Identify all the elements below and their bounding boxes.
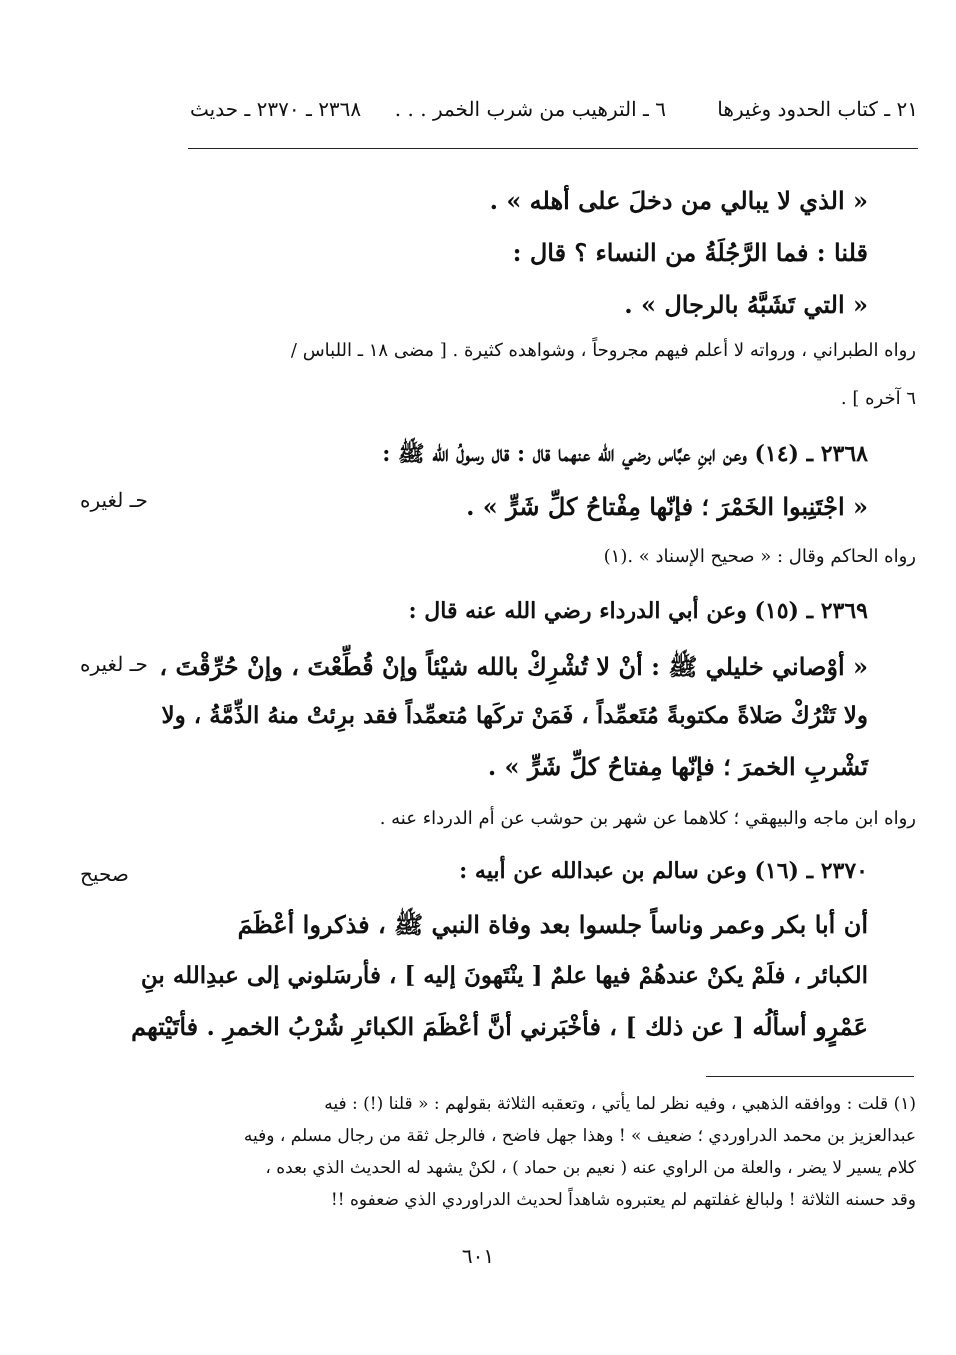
source-line: ٦ آخره ] . — [840, 388, 916, 409]
grade-2369: حـ لغيره — [80, 652, 148, 676]
header-rule — [188, 148, 918, 149]
footnote-line: وقد حسنه الثلاثة ! ولبالغ غفلتهم لم يعتبروه شاهداً لحديث الدراوردي الذي ضعفوه !! — [330, 1190, 916, 1210]
text-line: عَمْرٍو أسألُه [ عن ذلك ] ، فأخْبَرني أنَّ أعْظَمَ الكبائرِ شُرْبُ الخمرِ . فأتَيْتهم — [131, 1012, 868, 1041]
hadith-heading-2370: ٢٣٧٠ ـ (١٦) وعن سالم بن عبدالله عن أبيه : — [459, 858, 868, 884]
hadith-heading-2368: ٢٣٦٨ ـ (١٤) وعن ابنِ عبَّاس رضي الله عنهما قال : قال رسولُ الله ﷺ : — [382, 441, 868, 467]
hadith-heading-2369: ٢٣٦٩ ـ (١٥) وعن أبي الدرداء رضي الله عنه قال : — [408, 598, 868, 624]
text-line: « التي تَشَبَّهُ بالرجال » . — [624, 290, 868, 319]
grade-2370: صحيح — [80, 862, 129, 886]
text-line: أن أبا بكر وعمر وناساً جلسوا بعد وفاة النبي ﷺ ، فذكروا أعْظَمَ — [237, 910, 868, 939]
footnote-line: كلام يسير لا يضر ، والعلة من الراوي عنه ( نعيم بن حماد ) ، لكنْ يشهد له الحديث الذي بعده ، — [265, 1158, 916, 1178]
footnote-rule — [706, 1076, 914, 1077]
header-section: ٦ ـ الترهيب من شرب الخمر . . . — [394, 97, 666, 121]
grade-2368: حـ لغيره — [80, 488, 148, 512]
text-line: « اجْتَنِبوا الخَمْرَ ؛ فإنّها مِفْتاحُ كلِّ شَرٍّ » . — [466, 492, 868, 521]
text-line: الكبائر ، فلَمْ يكنْ عندهُمْ فيها علمٌ [ ينْتَهونَ إليه ] ، فأرسَلوني إلى عبدِالله بنِ — [140, 962, 868, 989]
text-line: تَشْربِ الخمرَ ؛ فإنّها مِفتاحُ كلِّ شَرٍّ » . — [487, 752, 868, 781]
text-line: ولا تَتْرُكْ صَلاةً مكتوبةً مُتَعمِّداً ، فَمَنْ تركَها مُتعمِّداً فقد برِئتْ منهُ الذِّمَّةُ ، ولا — [161, 702, 868, 729]
text-line: « الذي لا يبالي من دخلَ على أهله » . — [489, 186, 868, 215]
text-line: قلنا : فما الرَّجُلَةُ من النساء ؟ قال : — [512, 238, 868, 267]
source-line: رواه الحاكم وقال : « صحيح الإسناد » .(١) — [603, 546, 916, 567]
text-line: « أوْصاني خليلي ﷺ : أنْ لا تُشْرِكْ بالله شيْئاً وإنْ قُطِّعْتَ ، وإنْ حُرِّقْتَ ، — [159, 652, 868, 681]
header-hadith-range: ٢٣٦٨ ـ ٢٣٧٠ ـ حديث — [190, 97, 362, 121]
footnote-line: عبدالعزيز بن محمد الدراوردي ؛ ضعيف » ! وهذا جهل فاضح ، فالرجل ثقة من رجال مسلم ، وفيه — [243, 1126, 916, 1146]
footnote-line: (١) قلت : ووافقه الذهبي ، وفيه نظر لما يأتي ، وتعقبه الثلاثة بقولهم : « قلنا (!) : فيه — [324, 1094, 916, 1114]
page-number: ٦٠١ — [461, 1244, 495, 1268]
source-line: رواه الطبراني ، ورواته لا أعلم فيهم مجروحاً ، وشواهده كثيرة . [ مضى ١٨ ـ اللباس / — [290, 340, 916, 361]
header-chapter: ٢١ ـ كتاب الحدود وغيرها — [717, 97, 918, 121]
source-line: رواه ابن ماجه والبيهقي ؛ كلاهما عن شهر بن حوشب عن أم الدرداء عنه . — [379, 808, 916, 829]
